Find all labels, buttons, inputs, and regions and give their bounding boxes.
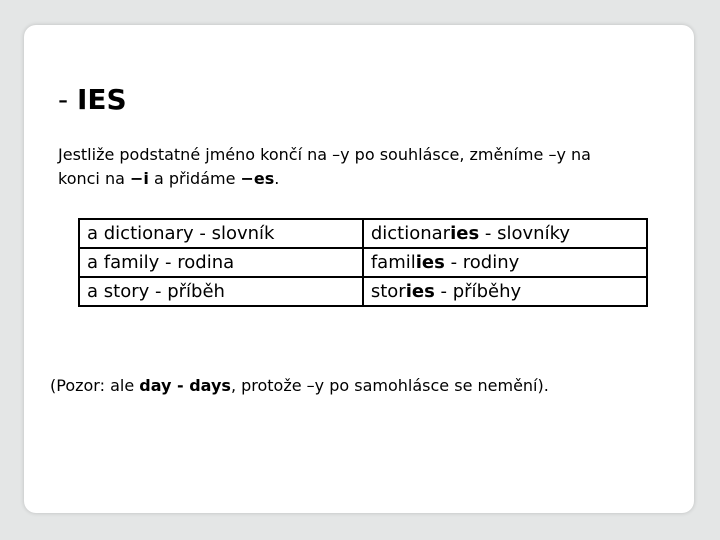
title-word: IES: [77, 83, 127, 116]
rule-suffix-i: −i: [129, 169, 149, 188]
singular-cell: a story - příběh: [79, 277, 363, 306]
plural-translation: - příběhy: [434, 281, 522, 302]
plural-stem: famil: [370, 252, 416, 273]
note-text: [50, 374, 549, 398]
table-row: [79, 248, 647, 277]
plural-translation: - rodiny: [444, 252, 520, 273]
plural-stem: dictionar: [370, 223, 451, 244]
table-row: [79, 277, 647, 306]
plural-cell: [363, 277, 647, 306]
rule-text: .: [274, 169, 280, 188]
note-example: day - days: [139, 376, 231, 395]
table-row: [79, 219, 647, 248]
plural-suffix: ies: [405, 281, 435, 302]
plural-stem: stor: [370, 281, 406, 302]
rule-text: a přidáme: [148, 169, 241, 188]
note-pre: (Pozor: ale: [50, 376, 140, 395]
plural-cell: [363, 248, 647, 277]
singular-cell: a family - rodina: [79, 248, 363, 277]
singular-cell: a dictionary - slovník: [79, 219, 363, 248]
rule-text: konci na: [58, 169, 130, 188]
slide-title: [58, 82, 127, 118]
plural-suffix: ies: [450, 223, 480, 244]
note-post: , protože –y po samohlásce se nemění).: [230, 376, 549, 395]
plural-translation: - slovníky: [479, 223, 570, 244]
rule-line-1: Jestliže podstatné jméno končí na –y po souhlásce, změníme –y na: [58, 145, 591, 164]
rule-suffix-es: −es: [240, 169, 275, 188]
plural-cell: [363, 219, 647, 248]
plural-suffix: ies: [415, 252, 445, 273]
examples-table: [78, 218, 648, 307]
title-dash: -: [58, 83, 69, 116]
rule-paragraph: [58, 143, 688, 191]
rule-line-2: [58, 167, 688, 191]
